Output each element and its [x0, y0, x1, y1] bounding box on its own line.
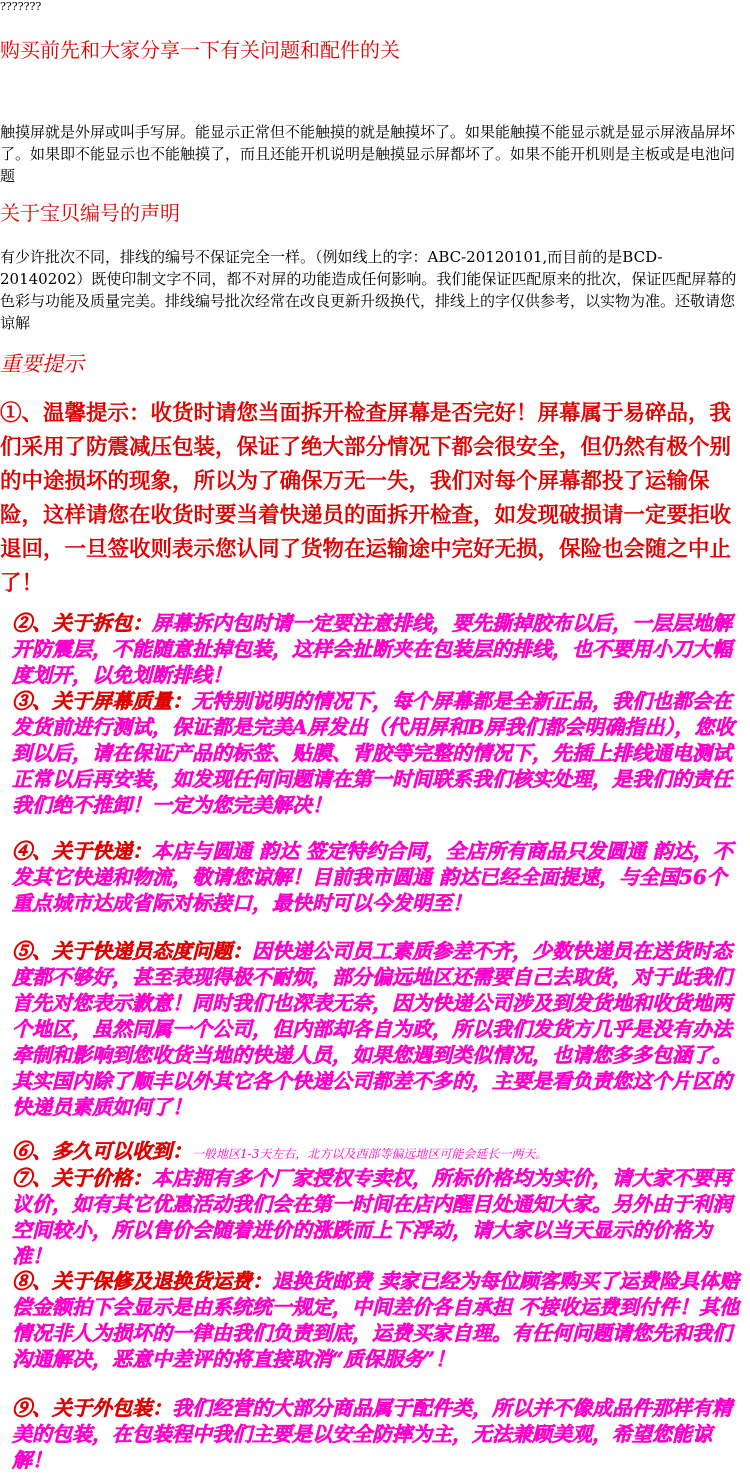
item-lead: ⑦、关于价格： — [12, 1166, 152, 1190]
item-lead: ⑤、关于快递员态度问题： — [12, 939, 252, 963]
item-lead: ③、关于屏幕质量： — [12, 689, 192, 713]
notice-title: 重要提示 — [0, 352, 84, 376]
item-text: 本店拥有多个厂家授权专卖权，所标价格均为实价，请大家不要再议价，如有其它优惠活动我们会在第一时间在店内醒目处通知大家。另外由于利润空间较小，所以售价会随着进价的涨跌而上下浮动，请大家以当天显示的价格为准！ — [12, 1166, 732, 1268]
item-lead: ⑥、多久可以收到： — [12, 1139, 192, 1163]
item-lead: ②、关于拆包： — [12, 611, 152, 635]
serial-paragraph: 有少许批次不同，排线的编号不保证完全一样。（例如线上的字：ABC-20120101,而目前的是BCD-20140202）既使印制文字不同，都不对屏的功能造成任何影响。我们能保证匹配原来的批次，保证匹配屏幕的色彩与功能及质量完美。排线编号批次经常在改良更新升级换代，排线上的字仅供参考，以实物为准。还敬请您谅解 — [0, 248, 737, 332]
item-lead: ④、关于快递： — [12, 839, 152, 863]
item-text: 因快递公司员工素质参差不齐，少数快递员在送货时态度都不够好，甚至表现得极不耐烦，部分偏远地区还需要自己去取货，对于此我们首先对您表示歉意！同时我们也深表无奈，因为快递公司涉及到发货地和收货地两个地区，虽然同属一个公司，但内部却各自为政，所以我们发货方几乎是没有办法牵制和影响到您收货当地的快递人员，如果您遇到类似情况，也请您多多包涵了。其实国内除了顺丰以外其它各个快递公司都差不多的，主要是看负责您这个片区的快递员素质如何了！ — [12, 939, 732, 1119]
item-courier — [12, 838, 742, 916]
item-packaging — [12, 1395, 742, 1473]
item-unpacking — [12, 610, 742, 688]
serial-title: 关于宝贝编号的声明 — [0, 201, 180, 225]
item-courier-attitude — [12, 938, 742, 1120]
warm-tip: ①、温馨提示：收货时请您当面拆开检查屏幕是否完好！屏幕属于易碎品，我们采用了防震减压包装，保证了绝大部分情况下都会很安全，但仍然有极个别的中途损坏的现象，所以为了确保万无一失，我们对每个屏幕都投了运输保险，这样请您在收货时要当着快递员的面拆开检查，如发现破损请一定要拒收退回，一旦签收则表示您认同了货物在运输途中完好无损，保险也会随之中止了！ — [0, 401, 732, 596]
item-text: 一般地区1-3天左右，北方以及西部等偏远地区可能会延长一两天。 — [192, 1147, 548, 1161]
item-text: 退换货邮费 卖家已经为每位顾客购买了运费险具体赔偿金额拍下会显示是由系统统一规定，中间差价各自承担 不接收运费到付件！其他情况非人为损坏的一律由我们负责到底，运费买家自理。有任何问题请您先和我们沟通解决，恶意中差评的将直接取消“质保服务”！ — [12, 1269, 739, 1371]
item-lead: ⑨、关于外包装： — [12, 1396, 172, 1420]
item-warranty — [12, 1268, 742, 1372]
item-text: 无特别说明的情况下，每个屏幕都是全新正品，我们也都会在发货前进行测试，保证都是完美A屏发出（代用屏和B屏我们都会明确指出），您收到以后，请在保证产品的标签、贴膜、背胶等完整的情况下，先插上排线通电测试正常以后再安装，如发现任何问题请在第一时间联系我们核实处理，是我们的责任我们绝不推卸！一定为您完美解决！ — [12, 689, 735, 817]
item-text: 我们经营的大部分商品属于配件类，所以并不像成品件那样有精美的包装，在包装程中我们主要是以安全防摔为主，无法兼顾美观，希望您能谅解！ — [12, 1396, 732, 1472]
item-lead: ⑧、关于保修及退换货运费： — [12, 1269, 272, 1293]
intro-title: 购买前先和大家分享一下有关问题和配件的关 — [0, 38, 400, 62]
item-text: 屏幕拆内包时请一定要注意排线，要先撕掉胶布以后，一层层地解开防震层，不能随意扯掉包装，这样会扯断夹在包装层的排线，也不要用小刀大幅度划开，以免划断排线！ — [12, 611, 732, 687]
placeholder-marks: ??????? — [0, 0, 42, 13]
item-price — [12, 1165, 742, 1269]
item-delivery-time — [12, 1138, 742, 1167]
item-screen-quality — [12, 688, 742, 818]
intro-paragraph: 触摸屏就是外屏或叫手写屏。能显示正常但不能触摸的就是触摸坏了。如果能触摸不能显示就是显示屏液晶屏坏了。如果即不能显示也不能触摸了，而且还能开机说明是触摸显示屏都坏了。如果不能开机则是主板或是电池问题 — [0, 123, 736, 185]
item-text: 本店与圆通 韵达 签定特约合同，全店所有商品只发圆通 韵达，不发其它快递和物流，敬请您谅解！目前我市圆通 韵达已经全面提速，与全国56个重点城市达成省际对标接口，最快时可以今发明至！ — [12, 839, 733, 915]
